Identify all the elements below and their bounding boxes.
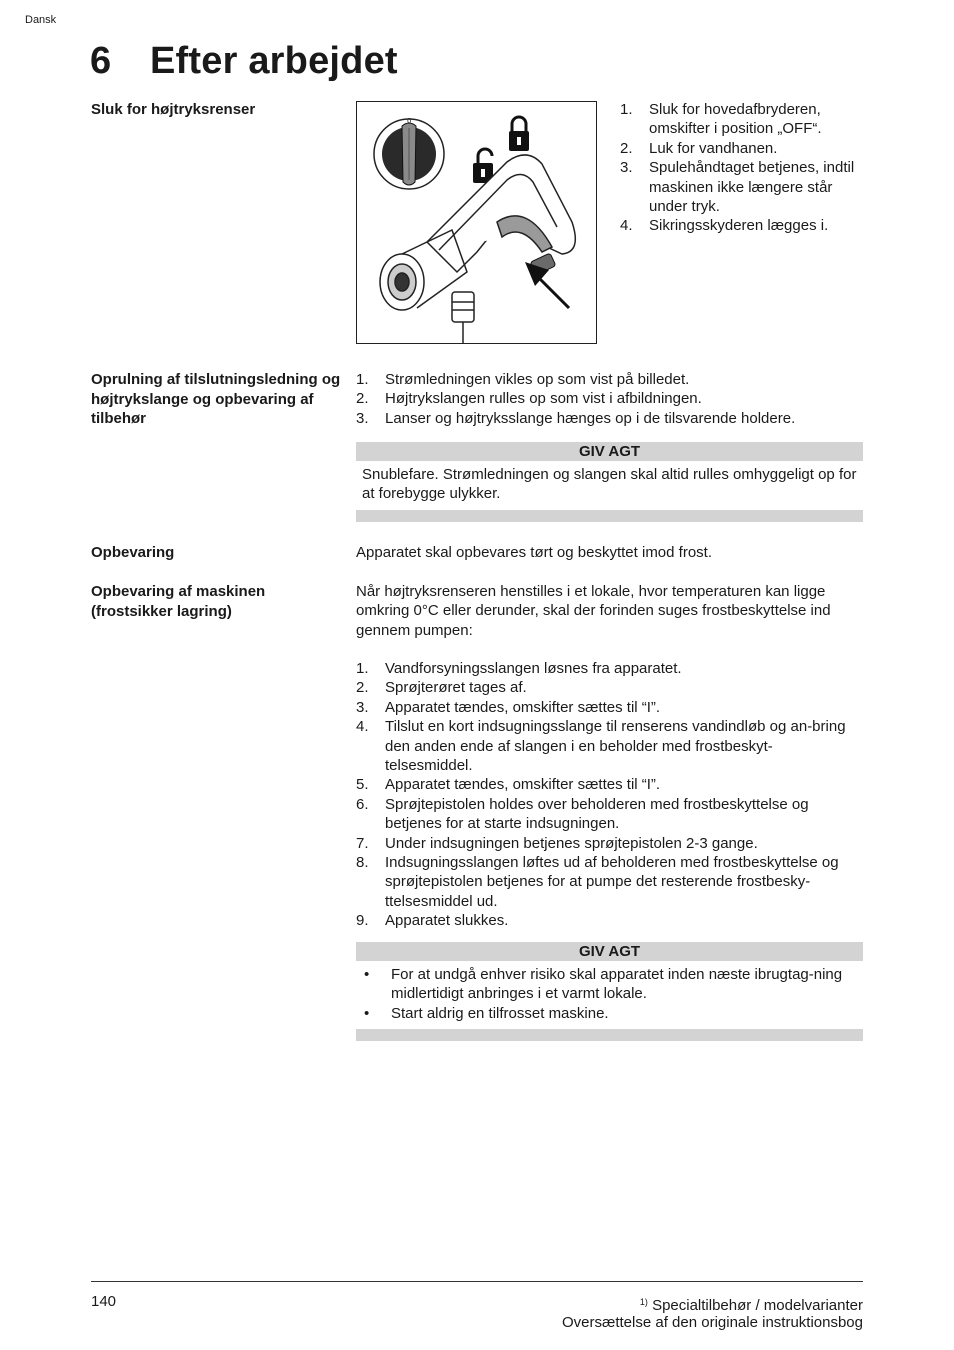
notice-title: GIV AGT <box>356 942 863 961</box>
main-switch-dial-icon <box>374 117 444 189</box>
step-text: Strømledningen vikles op som vist på billedet. <box>385 371 690 388</box>
notice-bottom-bar <box>356 510 863 522</box>
frost-steps <box>356 659 856 931</box>
list-item <box>356 775 856 794</box>
step-text: Luk for vandhanen. <box>649 139 778 157</box>
list-item <box>356 717 856 775</box>
chapter-heading <box>90 40 398 83</box>
step-text: Tilslut en kort indsugningsslange til renserens vandindløb og an-bring den anden ende af slangen i en beholder med frostbeskyt-telsesmiddel. <box>385 718 846 775</box>
step-number: 8. <box>356 854 369 872</box>
list-item <box>620 216 865 235</box>
list-item <box>356 795 856 834</box>
language-label: Dansk <box>25 14 57 26</box>
step-text: Sprøjterøret tages af. <box>385 679 527 697</box>
notice-bottom-bar <box>356 1029 863 1041</box>
step-number: 4. <box>356 718 369 736</box>
step-text: For at undgå enhver risiko skal apparatet inden næste ibrugtag-ning midlertidigt anbringes i et varmt lokale. <box>391 966 843 1003</box>
list-item <box>362 965 857 1004</box>
storage-text: Apparatet skal opbevares tørt og beskyttet imod frost. <box>356 544 713 561</box>
step-text: Vandforsyningsslangen løsnes fra apparatet. <box>385 660 682 677</box>
list-item <box>620 139 865 158</box>
shutdown-steps <box>620 100 865 236</box>
section-label-frost: Opbevaring af maskinen (frostsikker lagring) <box>91 583 266 620</box>
step-number: 4. <box>620 217 633 235</box>
list-item <box>620 100 865 139</box>
figure-spray-gun <box>356 101 597 344</box>
step-text: Lanser og højtryksslange hænges op i de tilsvarende holdere. <box>385 409 796 427</box>
step-text: Apparatet slukkes. <box>385 912 509 930</box>
spray-gun-body <box>427 155 575 272</box>
bullet-mark: • <box>364 1004 370 1022</box>
footnote-text: Specialtilbehør / modelvarianter <box>652 1297 863 1314</box>
step-number: 1. <box>356 660 369 677</box>
step-text: Start aldrig en tilfrosset maskine. <box>391 1004 609 1022</box>
step-text: Spulehåndtaget betjenes, indtil maskinen ikke længere står under tryk. <box>649 159 855 216</box>
step-number: 3. <box>356 409 369 427</box>
list-item <box>620 158 865 216</box>
step-number: 1. <box>620 101 633 118</box>
bullet-mark: • <box>364 966 370 983</box>
step-number: 3. <box>356 698 369 716</box>
step-text: Apparatet tændes, omskifter sættes til “I”. <box>385 776 661 794</box>
hose-connector <box>452 292 474 343</box>
section-label-storage: Opbevaring <box>91 544 175 561</box>
list-item <box>356 409 866 428</box>
step-number: 3. <box>620 159 633 177</box>
step-number: 7. <box>356 834 369 852</box>
notice-box-frost <box>356 942 863 1041</box>
translation-note: Oversættelse af den originale instruktionsbog <box>562 1314 863 1331</box>
list-item <box>356 698 856 717</box>
notice-text: Snublefare. Strømledningen og slangen skal altid rulles omhyggeligt op for at forebygge ulykker. <box>362 466 857 503</box>
footnote-mark: 1) <box>639 1297 648 1307</box>
step-number: 2. <box>356 679 369 697</box>
chapter-number: 6 <box>90 40 112 82</box>
list-item <box>356 853 856 911</box>
list-item <box>356 659 856 678</box>
step-number: 6. <box>356 795 369 813</box>
step-text: Sprøjtepistolen holdes over beholderen med frostbeskyttelse og betjenes for at starte indsugningen. <box>385 795 809 833</box>
spray-gun-illustration <box>357 102 596 343</box>
unlocked-padlock-icon <box>473 149 493 183</box>
coiling-steps <box>356 370 866 428</box>
frost-intro: Når højtryksrenseren henstilles i et lokale, hvor temperaturen kan ligge omkring 0°C eller derunder, skal der forinden suges frostbeskyttelse ind gennem pumpen: <box>356 583 831 639</box>
step-number: 9. <box>356 912 369 930</box>
step-number: 2. <box>356 390 369 408</box>
step-number: 5. <box>356 776 369 794</box>
list-item <box>356 911 856 930</box>
notice-box-tripping <box>356 442 863 522</box>
locked-padlock-icon <box>509 117 529 151</box>
step-text: Sikringsskyderen lægges i. <box>649 217 829 235</box>
notice-bullets <box>356 961 863 1029</box>
step-number: 2. <box>620 139 633 157</box>
list-item <box>362 1004 857 1023</box>
section-label-shutdown: Sluk for højtryksrenser <box>91 101 256 118</box>
step-text: Under indsugningen betjenes sprøjtepistolen 2-3 gange. <box>385 834 758 852</box>
notice-title: GIV AGT <box>356 442 863 461</box>
list-item <box>356 370 866 389</box>
step-number: 1. <box>356 371 369 388</box>
step-text: Højtrykslangen rulles op som vist i afbildningen. <box>385 390 702 408</box>
list-item <box>356 678 856 697</box>
section-label-coiling: Oprulning af tilslutningsledning og højtrykslange og opbevaring af tilbehør <box>91 371 341 427</box>
page-number: 140 <box>91 1293 117 1310</box>
footer-divider <box>91 1281 863 1282</box>
chapter-title: Efter arbejdet <box>150 40 398 82</box>
list-item <box>356 834 856 853</box>
step-text: Sluk for hovedafbryderen, omskifter i position „OFF“. <box>649 101 822 138</box>
list-item <box>356 389 866 408</box>
step-text: Apparatet tændes, omskifter sættes til “I”. <box>385 698 661 716</box>
step-text: Indsugningsslangen løftes ud af beholderen med frostbeskyttelse og sprøjtepistolen betjenes for at pumpe det resterende frostbesky-ttelsesmiddel ud. <box>385 854 839 910</box>
svg-text:0: 0 <box>407 117 412 125</box>
